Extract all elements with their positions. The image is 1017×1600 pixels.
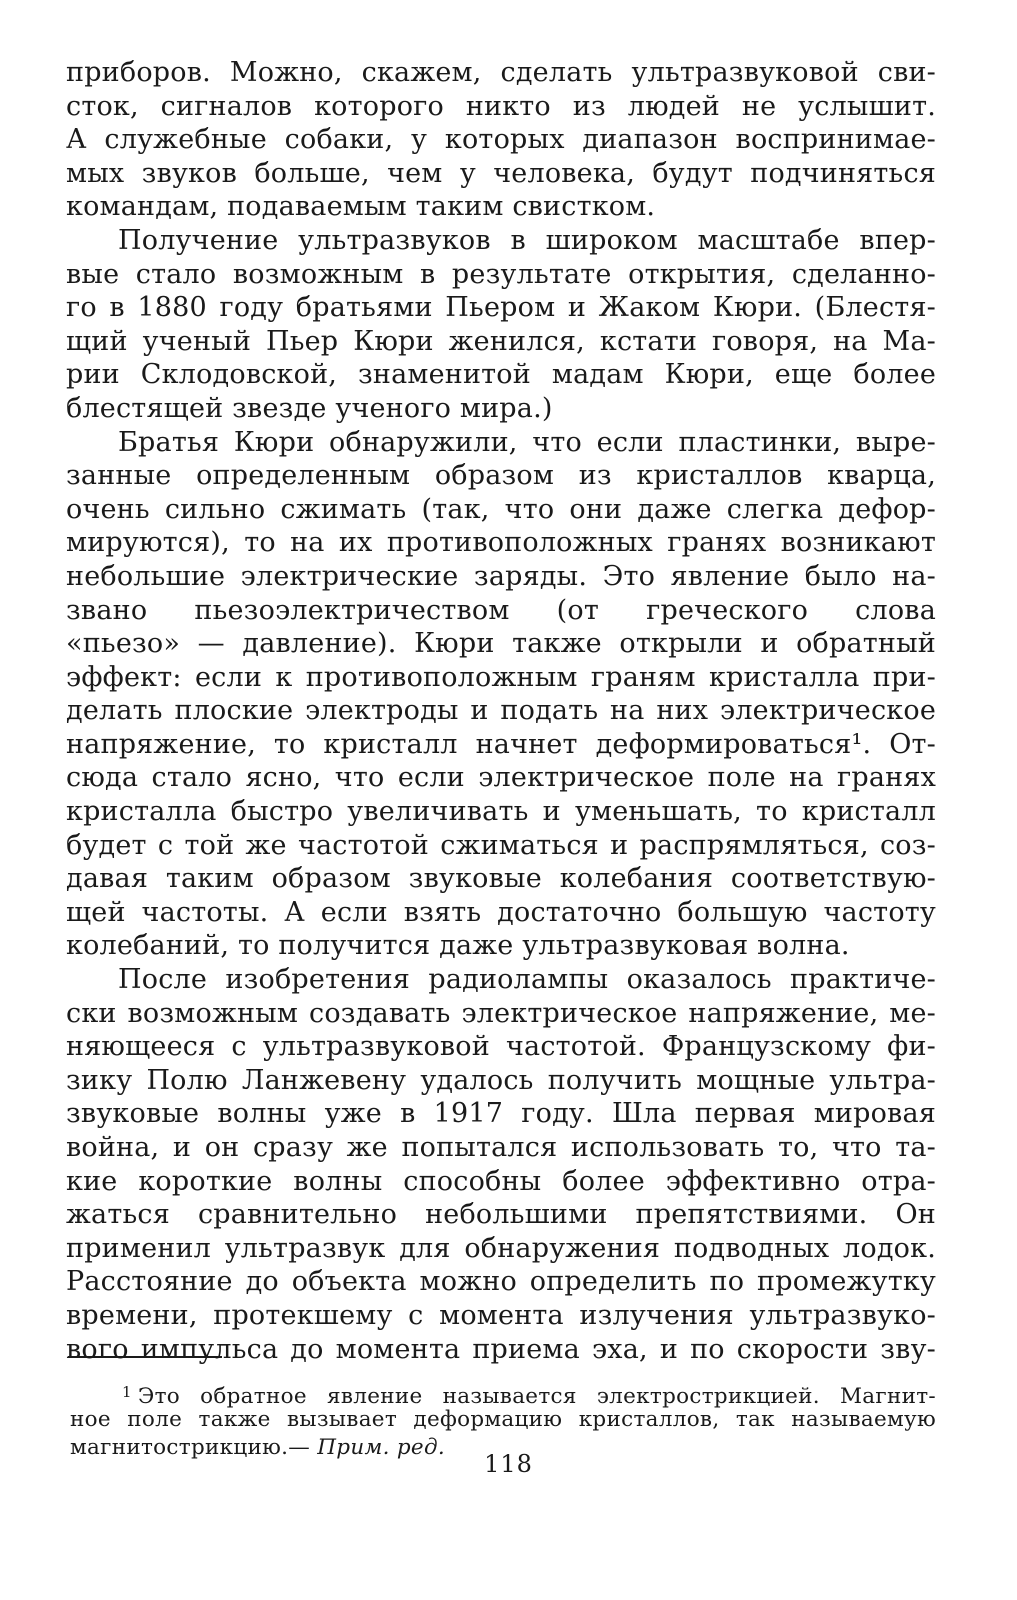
text-line: эффект: если к противоположным граням кристалла при- — [66, 661, 936, 693]
text-line: щей частоты. А если взять достаточно большую частоту — [66, 896, 936, 928]
text-line: колебаний, то получится даже ультразвуковая волна. — [66, 930, 850, 962]
text-line: вого импульса до момента приема эха, и по скорости зву- — [66, 1333, 936, 1365]
text-line: времени, протекшему с момента излучения ультразвуко- — [66, 1299, 936, 1331]
text-line: давая таким образом звуковые колебания соответствую- — [66, 863, 936, 895]
footnote-text: магнитострикцию.— — [70, 1435, 318, 1460]
footnote-text: Это обратное явление называется электрострикцией. Магнит- — [137, 1384, 936, 1409]
text-line: А служебные собаки, у которых диапазон воспринимае- — [66, 124, 936, 156]
text-line: блестящей звезде ученого мира.) — [66, 392, 553, 424]
text-line: После изобретения радиолампы оказалось практиче- — [118, 964, 936, 996]
text-line: кие короткие волны способны более эффективно отра- — [66, 1165, 936, 1197]
text-line: «пьезо» — давление). Кюри также открыли и обратный — [66, 628, 936, 660]
text-line: занные определенным образом из кристаллов кварца, — [66, 460, 936, 492]
text-line: Братья Кюри обнаружили, что если пластинки, выре- — [118, 426, 936, 458]
text-line: делать плоские электроды и подать на них электрическое — [66, 695, 936, 727]
text-line: кристалла быстро увеличивать и уменьшать, то кристалл — [66, 796, 936, 828]
text-line: звуковые волны уже в 1917 году. Шла первая мировая — [66, 1098, 936, 1130]
page-number: 118 — [484, 1450, 533, 1478]
text-line: мируются), то на их противоположных гранях возникают — [66, 527, 936, 559]
text-line: мых звуков больше, чем у человека, будут подчиняться — [66, 157, 936, 189]
text-line: небольшие электрические заряды. Это явление было на- — [66, 560, 936, 592]
text-line: приборов. Можно, скажем, сделать ультразвуковой сви- — [66, 57, 936, 88]
text-line: применил ультразвук для обнаружения подводных лодок. — [66, 1232, 936, 1264]
editor-note: Прим. ред. — [317, 1435, 446, 1460]
text-line: сюда стало ясно, что если электрическое поле на гранях — [66, 762, 936, 794]
footnote-divider — [68, 1356, 222, 1358]
text-line: Получение ультразвуков в широком масштабе впер- — [118, 224, 936, 256]
text-line: сток, сигналов которого никто из людей не услышит. — [66, 90, 936, 122]
text-line: Расстояние до объекта можно определить по промежутку — [66, 1266, 936, 1298]
text-line: очень сильно сжимать (так, что они даже слегка дефор- — [66, 493, 936, 525]
body-text — [66, 56, 936, 1366]
text-line: война, и он сразу же попытался использовать то, что та- — [66, 1132, 936, 1163]
text-line: командам, подаваемым таким свистком. — [66, 191, 656, 223]
footnote-marker: 1 — [122, 1383, 132, 1401]
text-line: звано пьезоэлектричеством (от греческого слова — [66, 594, 936, 626]
text-line: напряжение, то кристалл начнет деформироваться¹. От- — [66, 728, 936, 760]
text-line: зику Полю Ланжевену удалось получить мощные ультра- — [66, 1064, 936, 1096]
text-line: рии Склодовской, знаменитой мадам Кюри, еще более — [66, 359, 936, 391]
footnote-line: ное поле также вызывает деформацию кристаллов, так называемую — [70, 1407, 936, 1432]
text-line: няющееся с ультразвуковой частотой. Французскому фи- — [66, 1031, 936, 1063]
text-line: го в 1880 году братьями Пьером и Жаком Кюри. (Блестя- — [66, 292, 936, 324]
footnote-line — [70, 1378, 936, 1409]
text-line: щий ученый Пьер Кюри женился, кстати говоря, на Ма- — [66, 325, 936, 357]
text-line: ски возможным создавать электрическое напряжение, ме- — [66, 997, 936, 1029]
text-line: вые стало возможным в результате открытия, сделанно- — [66, 258, 936, 290]
text-line: будет с той же частотой сжиматься и распрямляться, соз- — [66, 829, 936, 861]
text-line: жаться сравнительно небольшими препятствиями. Он — [66, 1199, 936, 1231]
